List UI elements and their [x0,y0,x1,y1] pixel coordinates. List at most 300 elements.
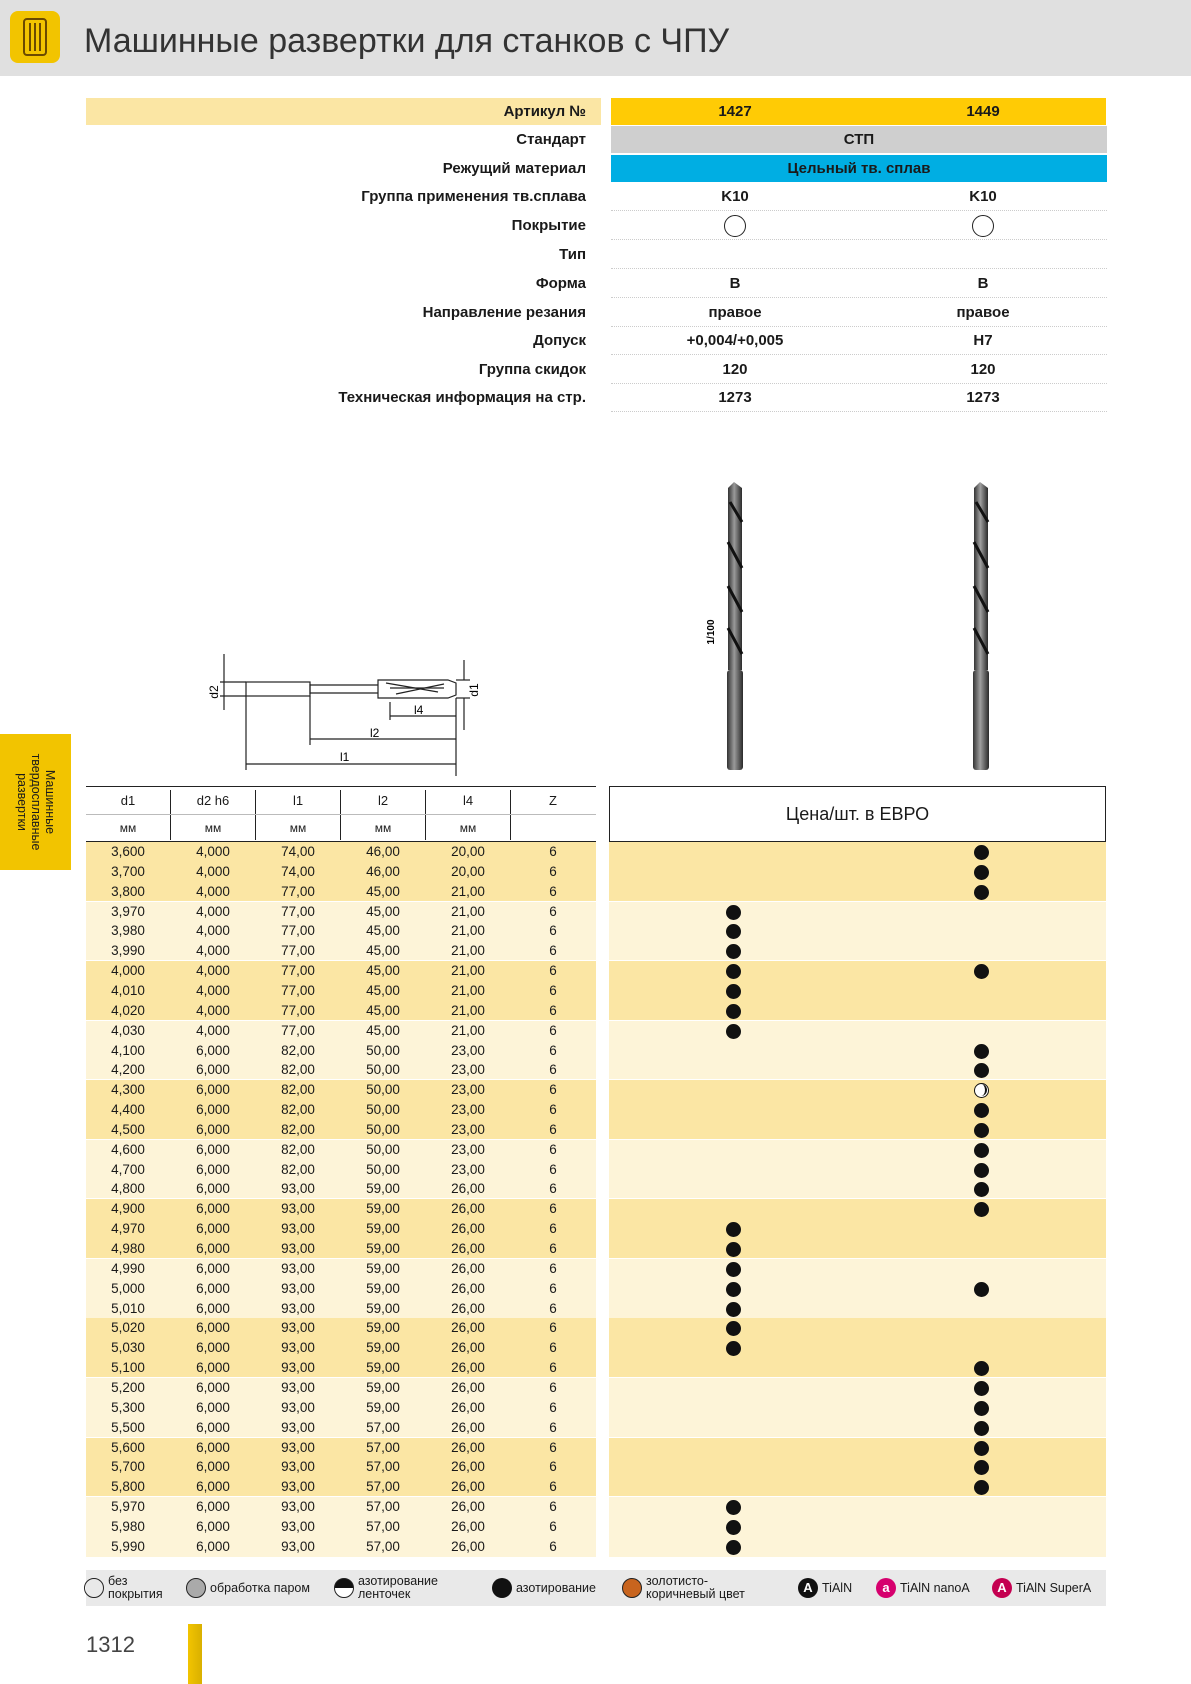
table-cell: 6,000 [196,1499,230,1515]
spec-label: Форма [535,275,586,292]
table-cell: 4,100 [111,1042,145,1058]
availability-dot-icon [726,1004,741,1019]
column-unit: мм [459,821,477,835]
table-row [86,842,1106,862]
table-row [86,1080,1106,1100]
spec-row [86,212,1106,239]
legend-item [622,1570,797,1606]
availability-dot-icon [726,905,741,920]
table-row [86,1060,1106,1080]
table-cell: 77,00 [281,982,315,998]
table-cell: 4,000 [196,883,230,899]
table-cell: 57,00 [366,1538,400,1554]
table-cell: 4,500 [111,1121,145,1137]
table-cell: 6,000 [196,1181,230,1197]
spec-value: H7 [973,332,993,349]
spec-value: правое [956,304,1010,321]
table-cell: 3,700 [111,863,145,879]
table-cell: 6 [549,943,557,959]
table-cell: 26,00 [451,1538,485,1554]
table-row [86,1517,1106,1537]
tialn-icon: A [798,1578,818,1598]
table-cell: 5,980 [111,1518,145,1534]
table-cell: 6 [549,844,557,859]
table-cell: 59,00 [366,1360,400,1376]
spec-value: Цельный тв. сплав [611,155,1107,182]
table-cell: 6 [549,1340,557,1356]
table-cell: 50,00 [366,1121,400,1137]
table-cell: 93,00 [281,1379,315,1395]
table-cell: 26,00 [451,1479,485,1495]
column-header: Z [549,793,557,808]
table-cell: 6 [549,1102,557,1118]
table-row [86,1398,1106,1418]
table-row [86,1378,1106,1398]
table-cell: 5,020 [111,1320,145,1336]
availability-dot-icon [974,1381,989,1396]
table-cell: 6 [549,1042,557,1058]
table-cell: 50,00 [366,1062,400,1078]
table-cell: 93,00 [281,1518,315,1534]
spec-label: Тип [559,246,586,263]
price-header: Цена/шт. в ЕВРО [609,786,1106,842]
table-cell: 6 [549,1022,557,1038]
table-row [86,1160,1106,1180]
table-cell: 4,990 [111,1260,145,1276]
table-cell: 93,00 [281,1340,315,1356]
table-cell: 23,00 [451,1121,485,1137]
table-cell: 5,970 [111,1499,145,1515]
table-cell: 6,000 [196,1241,230,1256]
table-cell: 6 [549,1201,557,1217]
table-row [86,902,1106,922]
brand-logo [10,11,60,63]
page-number: 1312 [86,1632,135,1657]
table-cell: 6 [549,1062,557,1078]
table-row [86,1279,1106,1299]
table-cell: 50,00 [366,1102,400,1118]
table-cell: 77,00 [281,923,315,939]
table-row [86,862,1106,882]
table-cell: 4,900 [111,1201,145,1217]
table-cell: 93,00 [281,1360,315,1376]
table-cell: 5,030 [111,1340,145,1356]
table-cell: 4,000 [196,903,230,919]
column-unit: мм [204,821,222,835]
table-cell: 6,000 [196,1221,230,1237]
table-cell: 4,030 [111,1022,145,1038]
spec-value: 120 [722,361,748,378]
table-cell: 6 [549,863,557,879]
table-cell: 4,000 [196,923,230,939]
spec-value: правое [708,304,762,321]
column-unit: мм [374,821,392,835]
table-cell: 4,800 [111,1181,145,1197]
spec-row [86,241,1106,268]
legend-label: TiAlN nanoA [900,1580,970,1595]
spec-row [86,356,1106,383]
table-cell: 6 [549,1280,557,1296]
column-unit: мм [289,821,307,835]
table-cell: 93,00 [281,1459,315,1475]
table-cell: 20,00 [451,844,485,859]
table-cell: 26,00 [451,1518,485,1534]
spec-row [86,327,1106,354]
table-cell: 5,700 [111,1459,145,1475]
table-cell: 6,000 [196,1518,230,1534]
table-row [86,1438,1106,1458]
table-row [86,1100,1106,1120]
table-cell: 45,00 [366,1022,400,1038]
table-cell: 4,000 [196,844,230,859]
table-cell: 46,00 [366,863,400,879]
table-cell: 6,000 [196,1419,230,1435]
table-row [86,941,1106,961]
table-cell: 4,000 [196,963,230,979]
table-cell: 59,00 [366,1379,400,1395]
table-cell: 5,000 [111,1280,145,1296]
table-cell: 26,00 [451,1459,485,1475]
availability-dot-icon [726,1282,741,1297]
table-cell: 74,00 [281,863,315,879]
table-cell: 23,00 [451,1062,485,1078]
empty-circle-icon [84,1578,104,1598]
table-cell: 93,00 [281,1399,315,1415]
availability-dot-icon [726,1242,741,1257]
reamer-image-1449 [946,482,1018,774]
spec-row [86,155,1106,182]
table-cell: 59,00 [366,1221,400,1237]
spec-value: СТП [611,126,1107,153]
drawing-label-l2: l2 [370,726,380,740]
table-cell: 26,00 [451,1181,485,1197]
legend-item [798,1570,873,1606]
table-cell: 5,100 [111,1360,145,1376]
table-row [86,1457,1106,1477]
table-cell: 6 [549,1221,557,1237]
table-cell: 82,00 [281,1141,315,1157]
spec-value: K10 [969,188,997,205]
table-cell: 4,010 [111,982,145,998]
table-cell: 6,000 [196,1379,230,1395]
table-row [86,1239,1106,1259]
table-cell: 45,00 [366,903,400,919]
table-cell: 57,00 [366,1479,400,1495]
table-row [86,1140,1106,1160]
table-cell: 45,00 [366,1002,400,1018]
table-cell: 6 [549,1300,557,1316]
table-row [86,1358,1106,1378]
spec-row [86,299,1106,326]
spec-label: Стандарт [516,131,586,148]
legend-item [84,1570,179,1606]
tialn-nanoa-icon: a [876,1578,896,1598]
table-cell: 77,00 [281,903,315,919]
spec-value: 1273 [718,389,752,406]
table-cell: 6 [549,1379,557,1395]
table-cell: 6,000 [196,1459,230,1475]
table-cell: 6,000 [196,1340,230,1356]
table-row [86,981,1106,1001]
table-cell: 21,00 [451,963,485,979]
spec-label: Техническая информация на стр. [338,389,586,406]
table-row [86,1219,1106,1239]
table-cell: 6 [549,1141,557,1157]
table-cell: 59,00 [366,1241,400,1256]
table-cell: 6,000 [196,1300,230,1316]
table-cell: 93,00 [281,1538,315,1554]
spec-label: Допуск [533,332,586,349]
legend-label: азотирование [516,1580,596,1595]
table-cell: 21,00 [451,923,485,939]
spec-value [859,241,1107,268]
table-cell: 6 [549,1082,557,1098]
table-cell: 93,00 [281,1181,315,1197]
table-cell: 6,000 [196,1538,230,1554]
spec-label: Артикул № [503,103,586,120]
spec-value: B [729,275,741,292]
table-cell: 82,00 [281,1082,315,1098]
table-cell: 6 [549,1360,557,1376]
availability-dot-icon [726,1024,741,1039]
column-header: l4 [462,793,474,808]
table-row [86,1041,1106,1061]
table-cell: 6 [549,1181,557,1197]
table-cell: 77,00 [281,1002,315,1018]
spec-row [86,98,1106,125]
table-cell: 4,300 [111,1082,145,1098]
spec-row [86,183,1106,210]
table-row [86,1338,1106,1358]
reamer-drawing [200,650,490,776]
table-cell: 6 [549,1499,557,1515]
table-cell: 5,200 [111,1379,145,1395]
table-cell: 4,000 [196,982,230,998]
legend-label: обработка паром [210,1580,310,1595]
table-cell: 6,000 [196,1141,230,1157]
table-cell: 50,00 [366,1082,400,1098]
table-cell: 74,00 [281,844,315,859]
table-cell: 93,00 [281,1300,315,1316]
legend-label: без покрытия [108,1574,163,1601]
table-cell: 77,00 [281,883,315,899]
tialn-supera-icon: A [992,1578,1012,1598]
page-title: Машинные развертки для станков с ЧПУ [84,22,730,60]
table-cell: 21,00 [451,1002,485,1018]
table-cell: 26,00 [451,1399,485,1415]
table-row [86,1537,1106,1557]
table-cell: 6 [549,1002,557,1018]
table-cell: 6 [549,1320,557,1336]
spec-row [86,384,1106,411]
spec-value [611,241,859,268]
table-cell: 59,00 [366,1201,400,1217]
availability-dot-icon [974,865,989,880]
table-cell: 57,00 [366,1439,400,1455]
table-cell: 6,000 [196,1121,230,1137]
spec-value: K10 [721,188,749,205]
column-header: l1 [292,793,304,808]
table-cell: 4,000 [196,1002,230,1018]
table-cell: 21,00 [451,982,485,998]
availability-dot-icon [974,1123,989,1138]
side-tab-label: Машинные твердосплавные развертки [15,753,57,851]
taper-label: 1/100 [706,619,717,645]
column-header: l2 [377,793,389,808]
grey-circle-icon [186,1578,206,1598]
table-cell: 4,000 [196,863,230,879]
table-cell: 21,00 [451,903,485,919]
column-unit: мм [119,821,137,835]
reamer-image-1427 [700,482,772,774]
table-cell: 3,980 [111,923,145,939]
table-cell: 26,00 [451,1300,485,1316]
table-cell: 93,00 [281,1280,315,1296]
table-row [86,1021,1106,1041]
table-cell: 23,00 [451,1042,485,1058]
spec-value: +0,004/+0,005 [686,332,784,349]
table-cell: 45,00 [366,923,400,939]
table-cell: 3,990 [111,943,145,959]
legend-item [992,1570,1107,1606]
table-row [86,1001,1106,1021]
coating-uncoated-icon [859,212,1107,239]
spec-value: B [977,275,989,292]
table-cell: 93,00 [281,1479,315,1495]
table-cell: 82,00 [281,1102,315,1118]
table-cell: 4,000 [196,1022,230,1038]
table-cell: 6,000 [196,1360,230,1376]
spec-value: 1273 [966,389,1000,406]
table-cell: 26,00 [451,1439,485,1455]
table-cell: 6,000 [196,1320,230,1336]
table-cell: 82,00 [281,1062,315,1078]
table-cell: 23,00 [451,1141,485,1157]
table-cell: 93,00 [281,1419,315,1435]
table-cell: 93,00 [281,1221,315,1237]
table-cell: 20,00 [451,863,485,879]
table-cell: 6 [549,923,557,939]
table-cell: 4,200 [111,1062,145,1078]
table-cell: 6 [549,1260,557,1276]
table-cell: 4,970 [111,1221,145,1237]
table-cell: 59,00 [366,1181,400,1197]
legend-label: азотирование ленточек [358,1574,438,1601]
availability-dot-icon [974,1421,989,1436]
brown-circle-icon [622,1578,642,1598]
table-cell: 5,800 [111,1479,145,1495]
spec-label: Покрытие [511,217,586,234]
table-row [86,921,1106,941]
table-cell: 82,00 [281,1042,315,1058]
table-cell: 4,980 [111,1241,145,1256]
table-cell: 26,00 [451,1260,485,1276]
table-cell: 57,00 [366,1499,400,1515]
table-row [86,1199,1106,1219]
table-cell: 26,00 [451,1340,485,1356]
availability-dot-icon [974,885,989,900]
table-cell: 6,000 [196,1439,230,1455]
availability-dot-icon [974,1361,989,1376]
table-cell: 4,600 [111,1141,145,1157]
table-cell: 50,00 [366,1042,400,1058]
table-cell: 6,000 [196,1260,230,1276]
coating-legend [86,1570,1106,1606]
table-cell: 5,010 [111,1300,145,1316]
black-circle-icon [492,1578,512,1598]
table-cell: 82,00 [281,1161,315,1177]
table-cell: 6,000 [196,1102,230,1118]
table-cell: 6,000 [196,1399,230,1415]
table-cell: 26,00 [451,1419,485,1435]
availability-dot-icon [726,1262,741,1277]
page-header [0,0,1191,76]
table-row [86,1179,1106,1199]
table-cell: 6 [549,1419,557,1435]
table-cell: 77,00 [281,1022,315,1038]
spec-label: Направление резания [422,304,586,321]
table-cell: 4,020 [111,1002,145,1018]
table-cell: 77,00 [281,943,315,959]
table-cell: 6 [549,1479,557,1495]
table-cell: 6 [549,1161,557,1177]
table-cell: 5,300 [111,1399,145,1415]
page-number-bar [188,1624,202,1684]
table-cell: 59,00 [366,1260,400,1276]
table-cell: 4,000 [111,963,145,979]
table-cell: 93,00 [281,1201,315,1217]
availability-dot-icon [974,1441,989,1456]
table-cell: 6 [549,1439,557,1455]
availability-dot-icon [726,1302,741,1317]
table-cell: 6,000 [196,1280,230,1296]
table-cell: 21,00 [451,943,485,959]
column-header: d1 [120,793,136,808]
table-cell: 82,00 [281,1121,315,1137]
legend-item [876,1570,986,1606]
table-cell: 26,00 [451,1499,485,1515]
table-cell: 93,00 [281,1499,315,1515]
spec-row [86,270,1106,297]
table-cell: 57,00 [366,1419,400,1435]
table-cell: 23,00 [451,1102,485,1118]
table-cell: 23,00 [451,1082,485,1098]
drawing-label-d2: d2 [207,685,221,699]
table-cell: 59,00 [366,1399,400,1415]
spec-value: 1449 [966,103,1000,120]
table-cell: 5,500 [111,1419,145,1435]
coating-uncoated-icon [611,212,859,239]
table-cell: 26,00 [451,1241,485,1256]
table-cell: 46,00 [366,844,400,859]
column-header: d2 h6 [196,793,230,808]
table-cell: 21,00 [451,1022,485,1038]
spec-row [86,126,1106,153]
table-cell: 93,00 [281,1320,315,1336]
table-cell: 59,00 [366,1340,400,1356]
table-cell: 26,00 [451,1360,485,1376]
availability-dot-icon [726,1540,741,1555]
spec-value: 120 [970,361,996,378]
spec-label: Группа применения тв.сплава [361,188,586,205]
table-row [86,1418,1106,1438]
legend-item [492,1570,617,1606]
availability-dot-icon [974,1163,989,1178]
table-cell: 59,00 [366,1280,400,1296]
table-cell: 5,990 [111,1538,145,1554]
table-row [86,1120,1106,1140]
drawing-label-d1: d1 [467,683,481,697]
